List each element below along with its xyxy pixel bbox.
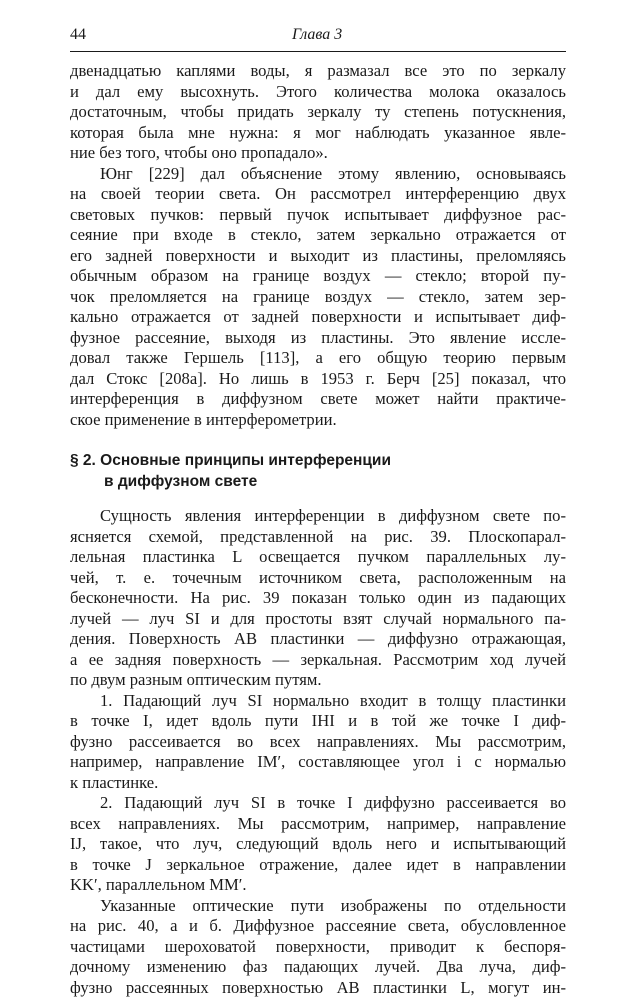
text-line: обычным образом на границе воздух — стекло; второй пу- (70, 266, 566, 287)
text-line: сеяние при входе в стекло, затем зеркально отражается от (70, 225, 566, 246)
text-line: ское применение в интерферометрии. (70, 410, 566, 431)
text-line: на своей теории света. Он рассмотрел интерференцию двух (70, 184, 566, 205)
text-line: 2. Падающий луч SI в точке I диффузно рассеивается во (70, 793, 566, 814)
paragraph-quote-end (70, 61, 566, 164)
text-line: частицами шероховатой поверхности, приводит к беспоря- (70, 937, 566, 958)
text-line: 1. Падающий луч SI нормально входит в толщу пластинки (70, 691, 566, 712)
text-line: чей, т. е. точечным источником света, расположенным на (70, 568, 566, 589)
text-line: например, направление IM′, составляющее угол i с нормалью (70, 752, 566, 773)
text-line: лучей — луч SI и для простоты взят случай нормального па- (70, 609, 566, 630)
text-line: световых пучков: первый пучок испытывает диффузное рас- (70, 205, 566, 226)
text-line: IJ, такое, что луч, следующий вдоль него и испытывающий (70, 834, 566, 855)
page-body (70, 61, 566, 998)
text-line: фузное рассеяние, выходя из пластины. Это явление иссле- (70, 328, 566, 349)
text-line: фузно рассеянных поверхностью AB пластинки L, могут ин- (70, 978, 566, 998)
text-line: его задней поверхности и выходит из пластины, преломляясь (70, 246, 566, 267)
page-number: 44 (70, 26, 86, 44)
text-line: к пластинке. (70, 773, 566, 794)
text-line: двенадцатью каплями воды, я размазал все это по зеркалу (70, 61, 566, 82)
text-line: Указанные оптические пути изображены по отдельности (70, 896, 566, 917)
text-line: достаточным, чтобы придать зеркалу ту степень потускнения, (70, 102, 566, 123)
text-line: по двум разным оптическим путям. (70, 670, 566, 691)
text-line: фузно рассеивается во всех направлениях. Мы рассмотрим, (70, 732, 566, 753)
text-line: и дал ему высохнуть. Этого количества молока оказалось (70, 82, 566, 103)
paragraph-young (70, 164, 566, 431)
text-line: KK′, параллельном MM′. (70, 875, 566, 896)
paragraph-essence (70, 506, 566, 691)
text-line: в точке I, идет вдоль пути IHI и в той же точке I диф- (70, 711, 566, 732)
text-line: ние без того, чтобы оно пропадало». (70, 143, 566, 164)
text-line: в точке J зеркальное отражение, далее идет в направлении (70, 855, 566, 876)
text-line: ясняется схемой, представленной на рис. 39. Плоскопарал- (70, 527, 566, 548)
header-rule (70, 51, 566, 52)
text-line: всех направлениях. Мы рассмотрим, например, направление (70, 814, 566, 835)
text-line: Сущность явления интерференции в диффузном свете по- (70, 506, 566, 527)
section-heading (70, 450, 566, 492)
text-line: которая была мне нужна: я мог наблюдать указанное явле- (70, 123, 566, 144)
text-line: довал также Гершель [113], а его общую теорию первым (70, 348, 566, 369)
text-line: на рис. 40, а и б. Диффузное рассеяние света, обусловленное (70, 916, 566, 937)
running-head (70, 26, 566, 48)
paragraph-path-2 (70, 793, 566, 896)
text-line: дал Стокс [208а]. Но лишь в 1953 г. Берч [25] показал, что (70, 369, 566, 390)
text-line: чок преломляется на границе воздух — стекло, затем зер- (70, 287, 566, 308)
text-line: кально отражается от задней поверхности и испытывает диф- (70, 307, 566, 328)
section-heading-line: § 2. Основные принципы интерференции (70, 450, 566, 471)
text-line: интерференция в диффузном свете может найти практиче- (70, 389, 566, 410)
text-line: а ее задняя поверхность — зеркальная. Рассмотрим ход лучей (70, 650, 566, 671)
chapter-title: Глава 3 (292, 26, 342, 44)
section-heading-line: в диффузном свете (70, 471, 566, 492)
paragraph-path-1 (70, 691, 566, 794)
text-line: лельная пластинка L освещается пучком параллельных лу- (70, 547, 566, 568)
text-line: дения. Поверхность AB пластинки — диффузно отражающая, (70, 629, 566, 650)
text-line: бесконечности. На рис. 39 показан только один из падающих (70, 588, 566, 609)
text-line: дочному изменению фаз падающих лучей. Два луча, диф- (70, 957, 566, 978)
book-page (70, 0, 566, 950)
paragraph-figure-40 (70, 896, 566, 998)
text-line: Юнг [229] дал объяснение этому явлению, основываясь (70, 164, 566, 185)
